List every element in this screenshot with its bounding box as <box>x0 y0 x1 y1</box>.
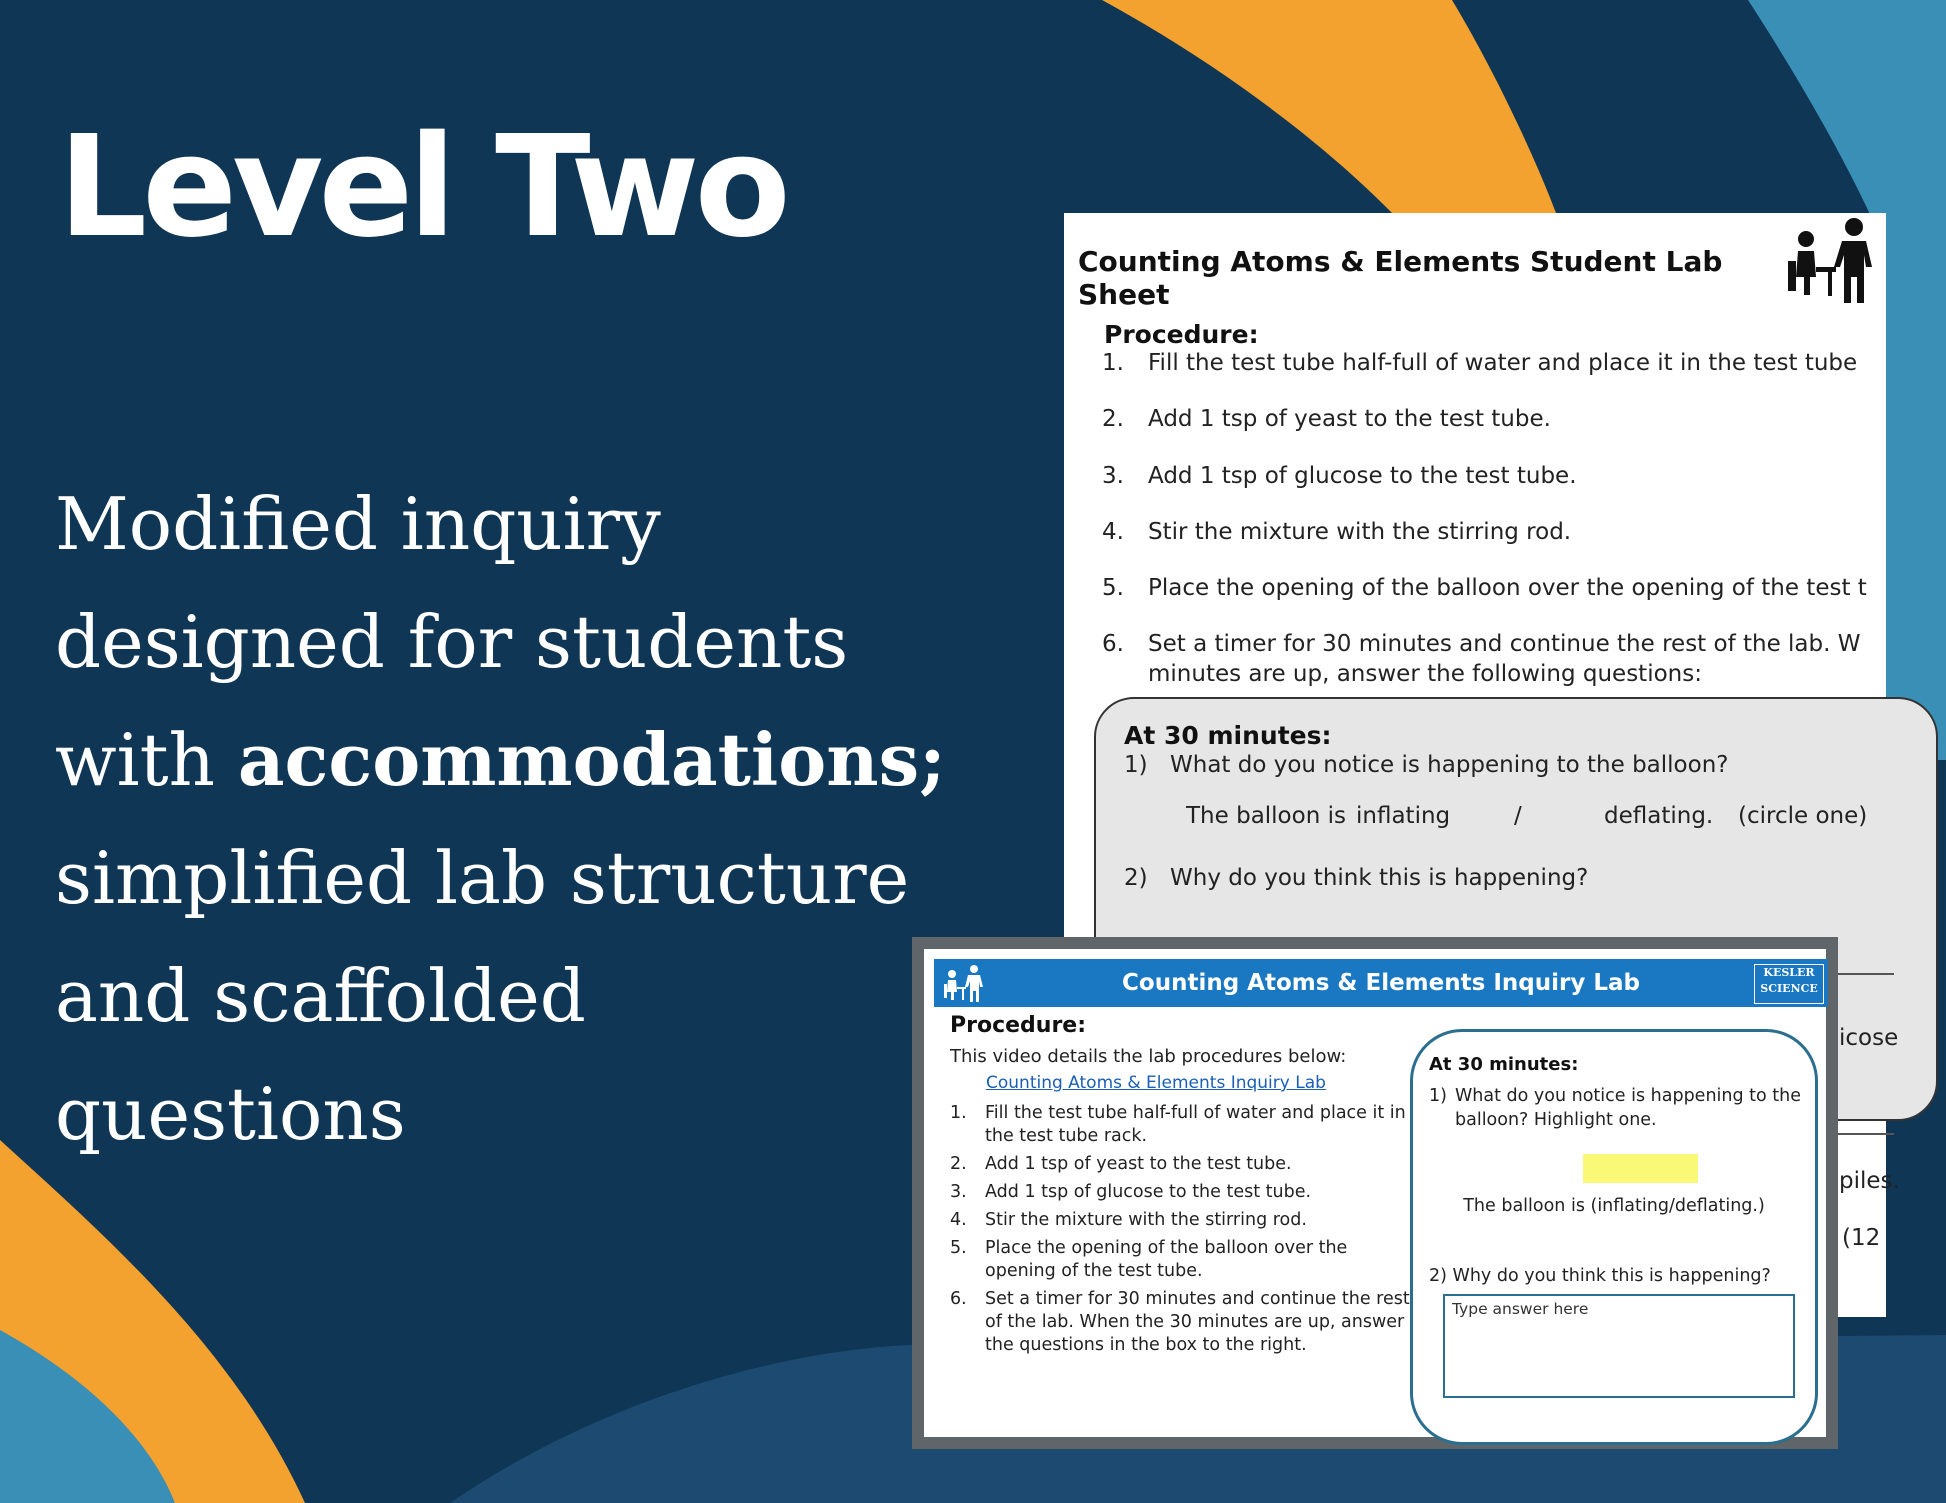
answer-text-box[interactable] <box>1443 1294 1795 1398</box>
description-line: designed for students <box>55 600 849 684</box>
step-text: Stir the mixture with the stirring rod. <box>1148 519 1572 545</box>
choice-option-deflating[interactable]: deflating. <box>1604 803 1714 829</box>
teacher-and-student-icon <box>1784 215 1880 307</box>
question-text: Why do you think this is happening? <box>1170 865 1589 891</box>
step-number: 2. <box>1102 406 1124 432</box>
kesler-science-logo <box>1754 964 1824 1004</box>
description-line: questions <box>55 1072 406 1156</box>
slide-step <box>950 1209 1420 1232</box>
question-number: 1) <box>1124 752 1148 778</box>
step-text-continued: minutes are up, answer the following questions: <box>1148 661 1702 687</box>
description <box>55 465 1015 1173</box>
question-2 <box>1124 865 1588 891</box>
question-box-heading: At 30 minutes: <box>1124 721 1332 750</box>
step-number: 6. <box>1102 631 1124 657</box>
description-line: and scaffolded <box>55 954 586 1038</box>
slide-step <box>950 1181 1420 1204</box>
procedure-heading: Procedure: <box>1104 320 1259 349</box>
step-text: Place the opening of the balloon over the opening of the test tube. <box>985 1238 1348 1281</box>
question-1 <box>1124 752 1728 778</box>
peek-text: icose <box>1839 1025 1899 1051</box>
slide-step <box>950 1288 1420 1357</box>
slide-banner <box>934 959 1828 1007</box>
slide-step <box>950 1153 1420 1176</box>
answer-placeholder: Type answer here <box>1452 1300 1589 1318</box>
procedure-step <box>1102 461 1577 491</box>
slide-preview <box>912 937 1838 1449</box>
description-emphasis: accommodations; <box>237 717 946 802</box>
procedure-video-link[interactable]: Counting Atoms & Elements Inquiry Lab <box>986 1073 1326 1093</box>
procedure-step <box>1102 348 1857 378</box>
slide-step <box>950 1102 1420 1148</box>
description-line: simplified lab structure <box>55 836 910 920</box>
step-number: 1. <box>950 1103 967 1123</box>
peek-text: piles. <box>1839 1168 1900 1194</box>
step-text: Stir the mixture with the stirring rod. <box>985 1210 1307 1230</box>
slide-intro: This video details the lab procedures below: <box>950 1046 1347 1067</box>
description-line: Modified inquiry <box>55 482 661 566</box>
divider <box>1834 1133 1894 1135</box>
procedure-step <box>1102 404 1551 434</box>
lab-sheet-title: Counting Atoms & Elements Student Lab Sheet <box>1078 245 1723 311</box>
slide-question-1 <box>1429 1084 1809 1132</box>
slide-question-2: 2) Why do you think this is happening? <box>1429 1266 1771 1286</box>
slide-procedure-heading: Procedure: <box>950 1013 1087 1038</box>
step-number: 2. <box>950 1154 967 1174</box>
description-prefix: with <box>55 718 238 802</box>
step-number: 4. <box>950 1210 967 1230</box>
slide-question-box <box>1410 1029 1818 1445</box>
peek-text: (12 <box>1842 1225 1881 1251</box>
step-number: 3. <box>1102 463 1124 489</box>
page-heading: Level Two <box>58 106 786 269</box>
highlight-swatch[interactable] <box>1583 1154 1698 1183</box>
divider <box>1834 973 1894 975</box>
procedure-step <box>1102 629 1861 689</box>
question-text: What do you notice is happening to the balloon? <box>1170 752 1729 778</box>
step-text: Fill the test tube half-full of water and place it in the test tube rack. <box>985 1103 1406 1146</box>
step-text: Fill the test tube half-full of water and place it in the test tube <box>1148 350 1858 376</box>
slide-step <box>950 1237 1420 1283</box>
slide-steps <box>950 1102 1420 1362</box>
balloon-sentence[interactable]: The balloon is (inflating/deflating.) <box>1463 1196 1765 1216</box>
step-number: 6. <box>950 1289 967 1309</box>
question-text: What do you notice is happening to the balloon? Highlight one. <box>1455 1086 1802 1130</box>
step-number: 3. <box>950 1182 967 1202</box>
step-text: Add 1 tsp of glucose to the test tube. <box>1148 463 1577 489</box>
step-text: Set a timer for 30 minutes and continue the rest of the lab. When the 30 minutes are up, answer the questions in the box to the right. <box>985 1289 1410 1355</box>
step-text: Place the opening of the balloon over the opening of the test t <box>1148 575 1867 601</box>
slide-title: Counting Atoms & Elements Inquiry Lab <box>1122 970 1640 996</box>
choice-hint: (circle one) <box>1738 803 1868 829</box>
slide-box-heading: At 30 minutes: <box>1429 1054 1579 1075</box>
procedure-step <box>1102 573 1867 603</box>
step-number: 1. <box>1102 350 1124 376</box>
logo-line: SCIENCE <box>1760 982 1818 995</box>
step-number: 5. <box>950 1238 967 1258</box>
choice-lead: The balloon is <box>1186 803 1346 829</box>
choice-option-inflating[interactable]: inflating <box>1356 803 1451 829</box>
description-line <box>55 701 1015 819</box>
step-number: 4. <box>1102 519 1124 545</box>
step-text: Add 1 tsp of yeast to the test tube. <box>1148 406 1551 432</box>
question-number: 1) <box>1429 1086 1447 1106</box>
question-number: 2) <box>1124 865 1148 891</box>
step-text: Add 1 tsp of yeast to the test tube. <box>985 1154 1292 1174</box>
procedure-step <box>1102 517 1571 547</box>
step-text: Add 1 tsp of glucose to the test tube. <box>985 1182 1312 1202</box>
logo-line: KESLER <box>1763 966 1815 979</box>
choice-separator: / <box>1514 803 1522 829</box>
step-text: Set a timer for 30 minutes and continue the rest of the lab. W <box>1148 631 1861 657</box>
step-number: 5. <box>1102 575 1124 601</box>
